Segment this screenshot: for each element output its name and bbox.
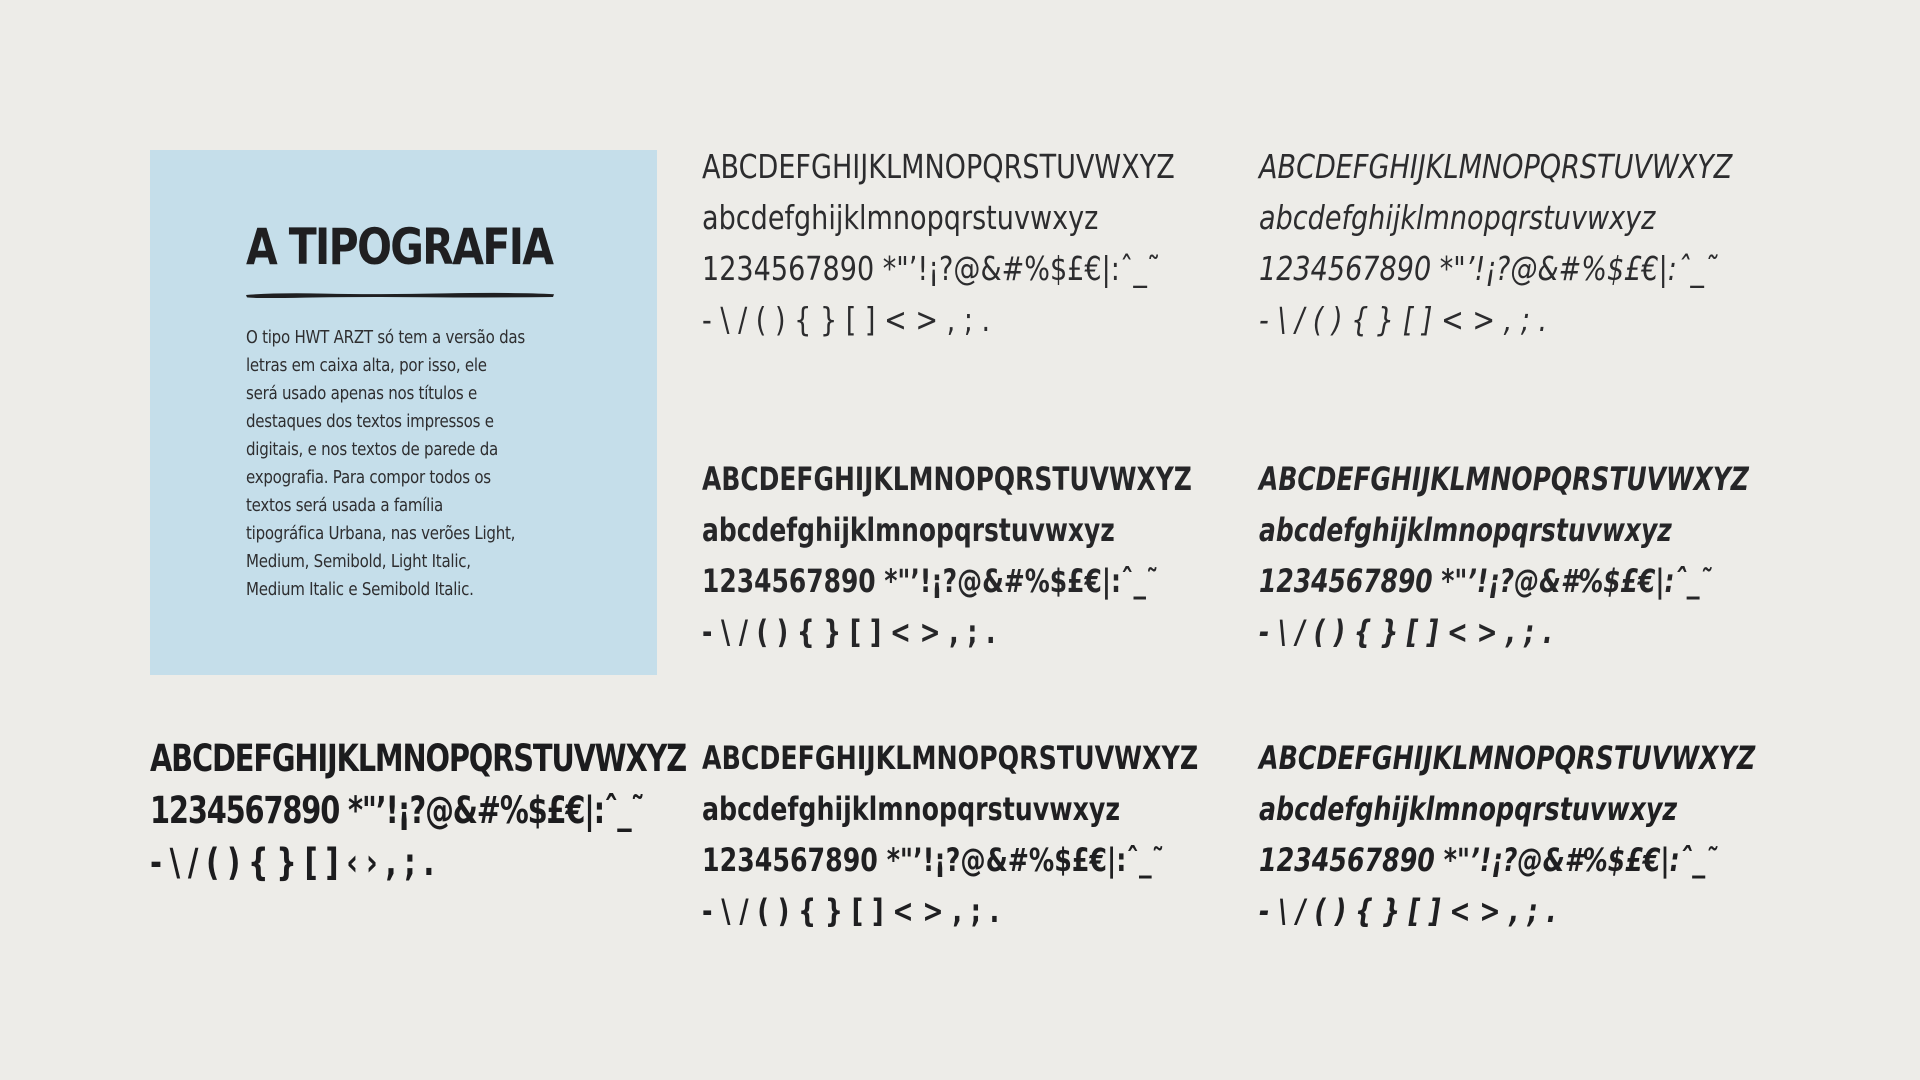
punctuation-line: - \ / ( ) { } [ ] < > , ; . xyxy=(702,892,1000,930)
lowercase-line: abcdefghijklmnopqrstuvwxyz xyxy=(702,198,1099,237)
numerals-line: 1234567890 *"’!¡?@&#%$£€|:ˆ_˜ xyxy=(702,249,1161,288)
specimen-light xyxy=(702,141,1279,345)
numerals-line: 1234567890 *"’!¡?@&#%$£€|:ˆ_˜ xyxy=(150,789,644,832)
intro-line: O tipo HWT ARZT só tem a versão das xyxy=(246,328,525,348)
specimen-medium-italic xyxy=(1259,454,1887,658)
lowercase-line: abcdefghijklmnopqrstuvwxyz xyxy=(1259,198,1656,237)
numerals-line: 1234567890 *"’!¡?@&#%$£€|:ˆ_˜ xyxy=(1259,562,1712,600)
punctuation-line: - \ / ( ) { } [ ] < > , ; . xyxy=(702,613,996,651)
intro-paragraph xyxy=(246,324,576,604)
lowercase-line: abcdefghijklmnopqrstuvwxyz xyxy=(702,790,1121,828)
intro-line: textos será usada a família xyxy=(246,496,443,516)
page-title: A TIPOGRAFIA xyxy=(246,218,553,276)
intro-line: será usado apenas nos títulos e xyxy=(246,384,478,404)
lowercase-line: abcdefghijklmnopqrstuvwxyz xyxy=(1259,790,1678,828)
uppercase-line: ABCDEFGHIJKLMNOPQRSTUVWXYZ xyxy=(702,460,1192,498)
uppercase-line: ABCDEFGHIJKLMNOPQRSTUVWXYZ xyxy=(1259,739,1756,777)
specimen-light-italic xyxy=(1259,141,1836,345)
numerals-line: 1234567890 *"’!¡?@&#%$£€|:ˆ_˜ xyxy=(702,562,1159,600)
specimen-medium xyxy=(702,454,1330,658)
intro-line: letras em caixa alta, por isso, ele xyxy=(246,356,487,376)
intro-line: Medium, Semibold, Light Italic, xyxy=(246,552,471,572)
lowercase-line: abcdefghijklmnopqrstuvwxyz xyxy=(702,511,1115,549)
punctuation-line: - \ / ( ) { } [ ] < > , ; . xyxy=(702,300,991,339)
intro-line: digitais, e nos textos de parede da xyxy=(246,440,498,460)
specimen-semibold-italic xyxy=(1259,733,1887,937)
intro-line: expografia. Para compor todos os xyxy=(246,468,491,488)
brush-underline xyxy=(245,291,555,299)
punctuation-line: - \ / ( ) { } [ ] < > , ; . xyxy=(1259,613,1553,651)
uppercase-line: ABCDEFGHIJKLMNOPQRSTUVWXYZ xyxy=(1259,460,1749,498)
uppercase-line: ABCDEFGHIJKLMNOPQRSTUVWXYZ xyxy=(702,147,1175,186)
numerals-line: 1234567890 *"’!¡?@&#%$£€|:ˆ_˜ xyxy=(1259,249,1718,288)
lowercase-line: abcdefghijklmnopqrstuvwxyz xyxy=(1259,511,1672,549)
numerals-line: 1234567890 *"’!¡?@&#%$£€|:ˆ_˜ xyxy=(702,841,1165,879)
intro-line: Medium Italic e Semibold Italic. xyxy=(246,580,474,600)
specimen-semibold xyxy=(702,733,1330,937)
punctuation-line: - \ / ( ) { } [ ] ‹ › , ; . xyxy=(150,841,434,884)
punctuation-line: - \ / ( ) { } [ ] < > , ; . xyxy=(1259,300,1548,339)
intro-line: tipográfica Urbana, nas verões Light, xyxy=(246,524,516,544)
uppercase-line: ABCDEFGHIJKLMNOPQRSTUVWXYZ xyxy=(150,737,687,780)
uppercase-line: ABCDEFGHIJKLMNOPQRSTUVWXYZ xyxy=(702,739,1199,777)
intro-line: destaques dos textos impressos e xyxy=(246,412,494,432)
intro-panel xyxy=(150,150,657,675)
uppercase-line: ABCDEFGHIJKLMNOPQRSTUVWXYZ xyxy=(1259,147,1733,186)
numerals-line: 1234567890 *"’!¡?@&#%$£€|:ˆ_˜ xyxy=(1259,841,1718,879)
punctuation-line: - \ / ( ) { } [ ] < > , ; . xyxy=(1259,892,1557,930)
